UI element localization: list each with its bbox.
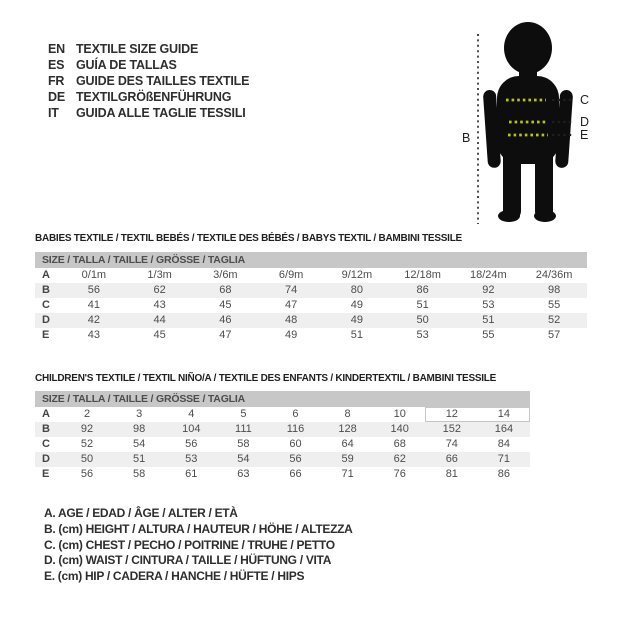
legend-line: C. (cm) CHEST / PECHO / POITRINE / TRUHE / PETTO (44, 537, 335, 552)
guide-title: TEXTILE SIZE GUIDE (76, 42, 199, 56)
size-cell: 12 (445, 408, 458, 420)
size-cell: 111 (235, 423, 252, 435)
language-row (48, 89, 249, 105)
size-cell: 74 (285, 284, 298, 296)
size-cell: 53 (482, 299, 495, 311)
guide-title: GUIDA ALLE TAGLIE TESSILI (76, 106, 246, 120)
size-cell: 55 (482, 329, 495, 341)
hip-measure-label: E (580, 128, 589, 142)
size-cell: 3 (136, 408, 143, 420)
size-cell: 52 (80, 438, 94, 450)
size-cell: 98 (133, 423, 146, 435)
size-cell: 51 (416, 299, 429, 311)
language-code: ES (48, 58, 65, 72)
size-cell: 55 (548, 299, 561, 311)
size-cell: 1/3m (147, 269, 172, 281)
size-cell: 56 (80, 468, 94, 480)
size-cell: 49 (285, 329, 298, 341)
babies-section-title: BABIES TEXTILE / TEXTIL BEBÉS / TEXTILE DES BÉBÉS / BABYS TEXTIL / BAMBINI TESSILE (35, 233, 462, 244)
size-cell: 51 (133, 453, 146, 465)
size-cell: 5 (240, 408, 247, 420)
measurement-legend (44, 506, 353, 585)
table-row (35, 313, 587, 328)
size-cell: 74 (445, 438, 458, 450)
size-cell: 66 (445, 453, 458, 465)
legend-line: E. (cm) HIP / CADERA / HANCHE / HÜFTE / HIPS (44, 569, 305, 584)
size-cell: 47 (285, 299, 298, 311)
size-cell: 56 (185, 438, 198, 450)
table-row (35, 328, 587, 343)
children-section-title: CHILDREN'S TEXTILE / TEXTIL NIÑO/A / TEXTILE DES ENFANTS / KINDERTEXTIL / BAMBINI TESSILE (35, 373, 497, 384)
size-cell: 84 (497, 438, 511, 450)
size-cell: 4 (188, 408, 195, 420)
size-cell: 50 (416, 314, 429, 326)
size-cell: 80 (350, 284, 363, 296)
size-cell: 24/36m (535, 269, 573, 281)
size-cell: 63 (237, 468, 250, 480)
row-label: B (42, 423, 50, 435)
chest-measure-label: C (580, 93, 590, 107)
size-cell: 45 (219, 299, 232, 311)
size-cell: 62 (153, 284, 166, 296)
size-cell: 98 (548, 284, 561, 296)
size-cell: 71 (497, 453, 511, 465)
babies-size-table (35, 252, 587, 343)
size-cell: 6 (292, 408, 299, 420)
size-cell: 49 (350, 314, 363, 326)
size-cell: 53 (416, 329, 429, 341)
size-cell: 116 (286, 423, 305, 435)
height-measure-label: B (462, 131, 471, 145)
row-label: A (42, 408, 50, 420)
size-cell: 164 (494, 423, 514, 435)
size-cell: 10 (393, 408, 406, 420)
size-cell: 43 (153, 299, 166, 311)
size-cell: 46 (219, 314, 232, 326)
language-row (48, 57, 249, 73)
size-cell: 8 (344, 408, 351, 420)
size-cell: 14 (497, 408, 511, 420)
size-cell: 64 (341, 438, 354, 450)
row-label: D (42, 453, 50, 465)
language-code: EN (48, 42, 65, 56)
waist-measure-label: D (580, 115, 590, 129)
language-row (48, 41, 249, 57)
size-cell: 0/1m (81, 269, 107, 281)
table-row (35, 452, 530, 467)
size-cell: 3/6m (213, 269, 238, 281)
row-label: D (42, 314, 50, 326)
row-label: E (42, 329, 50, 341)
size-cell: 51 (482, 314, 495, 326)
size-cell: 52 (548, 314, 561, 326)
table-row (35, 298, 587, 313)
size-cell: 56 (87, 284, 100, 296)
legend-line: D. (cm) WAIST / CINTURA / TAILLE / HÜFTUNG / VITA (44, 553, 332, 568)
size-cell: 43 (87, 329, 100, 341)
size-cell: 66 (289, 468, 302, 480)
table-row (35, 283, 587, 298)
size-cell: 68 (219, 284, 232, 296)
row-label: B (42, 284, 50, 296)
size-cell: 6/9m (278, 269, 304, 281)
row-label: A (42, 269, 50, 281)
size-cell: 12/18m (404, 269, 441, 281)
size-cell: 81 (445, 468, 458, 480)
language-title-list (48, 41, 249, 121)
size-cell: 54 (237, 453, 250, 465)
size-cell: 60 (289, 438, 302, 450)
size-cell: 9/12m (341, 269, 373, 281)
size-cell: 48 (285, 314, 298, 326)
language-row (48, 105, 249, 121)
size-cell: 51 (350, 329, 363, 341)
language-code: DE (48, 90, 65, 104)
guide-title: TEXTILGRÖßENFÜHRUNG (76, 90, 232, 104)
size-cell: 71 (341, 468, 354, 480)
row-label: C (42, 299, 50, 311)
children-size-table (35, 391, 530, 482)
size-cell: 56 (289, 453, 302, 465)
guide-title: GUIDE DES TAILLES TEXTILE (76, 74, 250, 88)
legend-line: A. AGE / EDAD / ÂGE / ALTER / ETÀ (44, 506, 238, 520)
size-cell: 49 (350, 299, 363, 311)
size-header-bar: SIZE / TALLA / TAILLE / GRÖSSE / TAGLIA (35, 252, 587, 268)
size-cell: 41 (87, 299, 100, 311)
size-cell: 53 (185, 453, 198, 465)
table-row (35, 467, 530, 482)
size-cell: 45 (153, 329, 166, 341)
language-code: FR (48, 74, 65, 88)
size-cell: 18/24m (470, 269, 507, 281)
size-header-bar: SIZE / TALLA / TAILLE / GRÖSSE / TAGLIA (35, 391, 530, 407)
row-label: C (42, 438, 50, 450)
size-cell: 54 (133, 438, 146, 450)
table-row (35, 422, 530, 437)
size-cell: 47 (219, 329, 232, 341)
size-cell: 44 (153, 314, 166, 326)
legend-line: B. (cm) HEIGHT / ALTURA / HAUTEUR / HÖHE / ALTEZZA (44, 521, 353, 536)
size-cell: 140 (390, 423, 409, 435)
size-cell: 58 (133, 468, 146, 480)
size-cell: 59 (341, 453, 354, 465)
size-cell: 152 (442, 423, 461, 435)
guide-title: GUÍA DE TALLAS (76, 58, 177, 72)
size-cell: 92 (482, 284, 495, 296)
size-cell: 68 (393, 438, 406, 450)
size-cell: 57 (548, 329, 561, 341)
size-cell: 128 (338, 423, 357, 435)
size-cell: 86 (416, 284, 429, 296)
language-row (48, 73, 249, 89)
table-row (35, 437, 530, 452)
size-cell: 50 (80, 453, 94, 465)
language-code: IT (48, 106, 59, 120)
selected-size-highlight (425, 407, 530, 422)
child-silhouette-figure (440, 10, 610, 235)
size-cell: 76 (393, 468, 406, 480)
size-cell: 104 (182, 423, 201, 435)
size-cell: 42 (87, 314, 100, 326)
size-cell: 61 (185, 468, 198, 480)
size-cell: 62 (393, 453, 406, 465)
size-cell: 58 (237, 438, 250, 450)
size-cell: 86 (497, 468, 511, 480)
row-label: E (42, 468, 50, 480)
size-cell: 2 (83, 408, 91, 420)
table-row (35, 268, 587, 283)
size-cell: 92 (80, 423, 94, 435)
